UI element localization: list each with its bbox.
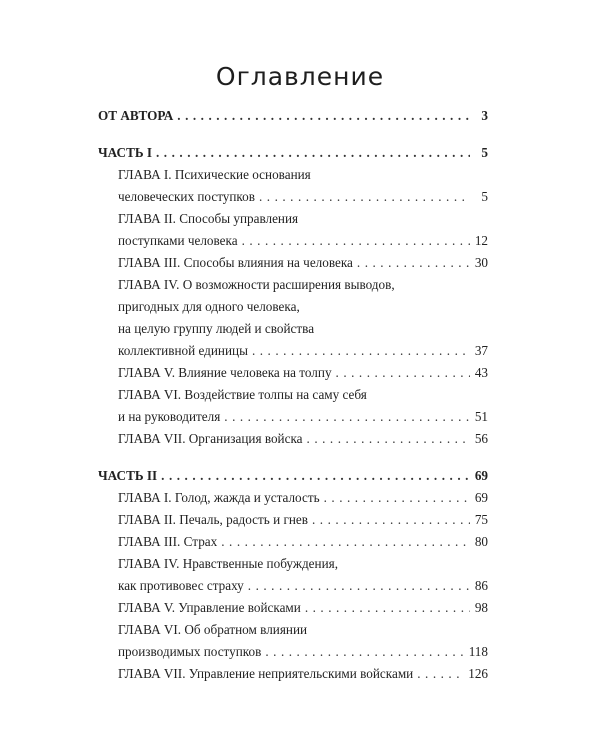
entry-label: поступками человека	[118, 233, 238, 248]
entry-label: ГЛАВА I. Голод, жажда и усталость	[118, 490, 320, 505]
page-number: 3	[481, 108, 488, 123]
page-number: 98	[474, 600, 488, 615]
dot-leader	[242, 230, 470, 252]
toc-entry-p1-ch5[interactable]	[98, 362, 488, 384]
page-number: 51	[474, 409, 488, 424]
table-of-contents	[98, 105, 488, 685]
toc-entry-p2-ch3[interactable]	[98, 531, 488, 553]
entry-label: производимых поступков	[118, 644, 262, 659]
page-number: 69	[474, 468, 488, 483]
dot-leader	[307, 428, 470, 450]
page-number: 30	[474, 255, 488, 270]
entry-label: как противовес страху	[118, 578, 244, 593]
dot-leader	[221, 531, 470, 553]
entry-label: ГЛАВА V. Влияние человека на толпу	[118, 365, 332, 380]
toc-entry-p2-ch5[interactable]	[98, 597, 488, 619]
dot-leader	[161, 465, 470, 487]
dot-leader	[357, 252, 470, 274]
entry-label: и на руководителя	[118, 409, 221, 424]
toc-entry-p2-ch2[interactable]	[98, 509, 488, 531]
page-number: 75	[474, 512, 488, 527]
dot-leader	[156, 142, 470, 164]
page-number: 56	[474, 431, 488, 446]
dot-leader	[417, 663, 464, 685]
entry-label: человеческих поступков	[118, 189, 255, 204]
toc-entry-p2-ch6[interactable]	[98, 619, 488, 663]
page-number: 80	[474, 534, 488, 549]
toc-entry-p1-ch3[interactable]	[98, 252, 488, 274]
entry-label: ОТ АВТОРА	[98, 108, 174, 123]
entry-label: ГЛАВА VII. Организация войска	[118, 431, 303, 446]
page-number: 86	[474, 578, 488, 593]
toc-entry-p1-ch7[interactable]	[98, 428, 488, 450]
entry-label: ГЛАВА II. Печаль, радость и гнев	[118, 512, 309, 527]
dot-leader	[177, 105, 470, 127]
dot-leader	[248, 575, 470, 597]
entry-label: ГЛАВА II. Способы управления	[118, 211, 299, 226]
dot-leader	[312, 509, 470, 531]
toc-entry-p2-ch4[interactable]	[98, 553, 488, 597]
entry-label: ГЛАВА VI. Об обратном влиянии	[118, 622, 308, 637]
entry-label: ГЛАВА III. Способы влияния на человека	[118, 255, 353, 270]
entry-label: на целую группу людей и свойства	[118, 321, 315, 336]
toc-entry-p1-ch1[interactable]	[98, 164, 488, 208]
dot-leader	[305, 597, 470, 619]
entry-label: ГЛАВА III. Страх	[118, 534, 218, 549]
toc-entry-part-2[interactable]	[98, 465, 488, 487]
page-number: 126	[468, 666, 488, 681]
toc-entry-p2-ch7[interactable]	[98, 663, 488, 685]
dot-leader	[252, 340, 470, 362]
page-number: 37	[474, 343, 488, 358]
page-title: Оглавление	[215, 62, 385, 91]
toc-entry-p1-ch2[interactable]	[98, 208, 488, 252]
entry-label: ГЛАВА V. Управление войсками	[118, 600, 301, 615]
page-number: 5	[481, 189, 488, 204]
toc-entry-part-1[interactable]	[98, 142, 488, 164]
toc-entry-p1-ch4[interactable]	[98, 274, 488, 362]
dot-leader	[224, 406, 470, 428]
toc-entry-p1-ch6[interactable]	[98, 384, 488, 428]
entry-label: ГЛАВА IV. О возможности расширения выводов,	[118, 277, 395, 292]
entry-label: пригодных для одного человека,	[118, 299, 300, 314]
entry-label: ГЛАВА VII. Управление неприятельскими войсками	[118, 666, 414, 681]
entry-label: ЧАСТЬ II	[98, 468, 158, 483]
entry-label: ГЛАВА I. Психические основания	[118, 167, 311, 182]
dot-leader	[336, 362, 470, 384]
entry-label: ЧАСТЬ I	[98, 145, 153, 160]
entry-label: коллективной единицы	[118, 343, 248, 358]
entry-label: ГЛАВА IV. Нравственные побуждения,	[118, 556, 338, 571]
page-number: 43	[474, 365, 488, 380]
dot-leader	[259, 186, 470, 208]
entry-label: ГЛАВА VI. Воздействие толпы на саму себя	[118, 387, 367, 402]
page-number: 5	[481, 145, 488, 160]
page-number: 118	[468, 644, 488, 659]
toc-entry-p2-ch1[interactable]	[98, 487, 488, 509]
dot-leader	[265, 641, 464, 663]
toc-entry-author[interactable]	[98, 105, 488, 127]
page-number: 69	[474, 490, 488, 505]
page-number: 12	[474, 233, 488, 248]
dot-leader	[324, 487, 470, 509]
